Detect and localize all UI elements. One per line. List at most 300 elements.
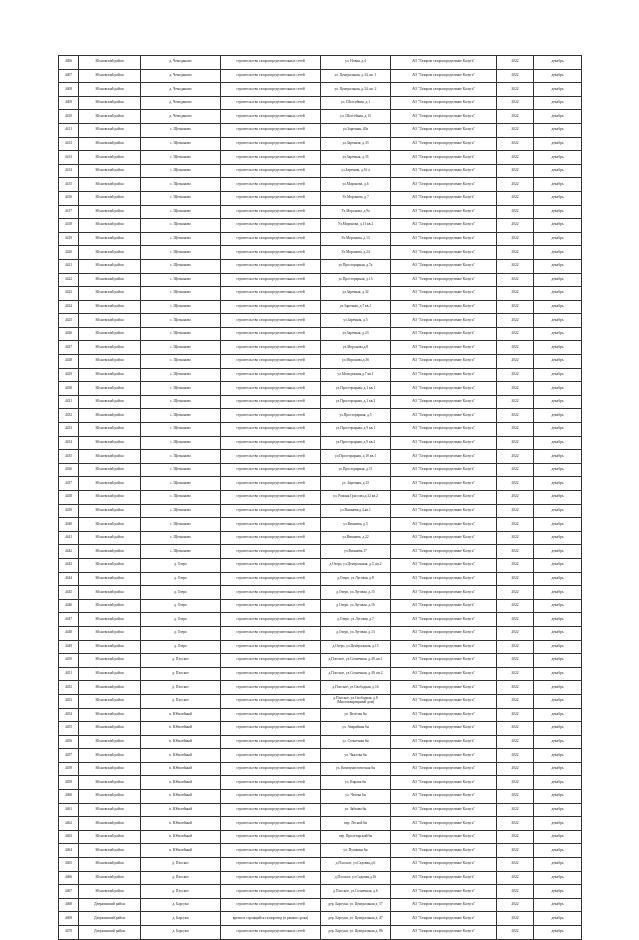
settlement-cell: д. Плоское	[141, 681, 221, 695]
district-cell: Юхновский район	[79, 477, 141, 491]
organization-cell: АО "Газпром газораспределение Калуга"	[391, 830, 497, 844]
row-number-cell: 4446	[59, 599, 79, 613]
year-cell: 2022	[497, 164, 534, 178]
row-number-cell: 4455	[59, 722, 79, 736]
table-row	[59, 287, 582, 301]
address-cell: ул.Моронова,д.36	[321, 355, 391, 369]
settlement-cell: с. Щелканово	[141, 355, 221, 369]
settlement-cell: д. Озеро	[141, 558, 221, 572]
month-cell: декабрь	[534, 178, 582, 192]
organization-cell: АО "Газпром газораспределение Калуга"	[391, 151, 497, 165]
row-number-cell: 4449	[59, 640, 79, 654]
row-number-cell: 4441	[59, 531, 79, 545]
table-row	[59, 586, 582, 600]
month-cell: декабрь	[534, 450, 582, 464]
settlement-cell: п. Юбилейный	[141, 790, 221, 804]
district-cell: Юхновский район	[79, 110, 141, 124]
table-row	[59, 355, 582, 369]
row-number-cell: 4464	[59, 844, 79, 858]
address-cell: д.Плоское, ул.Солнечная, д.6	[321, 885, 391, 899]
organization-cell: АО "Газпром газораспределение Калуга"	[391, 436, 497, 450]
month-cell: декабрь	[534, 191, 582, 205]
district-cell: Юхновский район	[79, 450, 141, 464]
district-cell: Юхновский район	[79, 219, 141, 233]
table-row	[59, 871, 582, 885]
year-cell: 2022	[497, 858, 534, 872]
year-cell: 2022	[497, 151, 534, 165]
settlement-cell: с. Щелканово	[141, 368, 221, 382]
settlement-cell: с. Щелканово	[141, 205, 221, 219]
settlement-cell: с. Щелканово	[141, 450, 221, 464]
organization-cell: АО "Газпром газораспределение Калуга"	[391, 871, 497, 885]
address-cell: ул. Романа Грассова,д.32 кв.2	[321, 491, 391, 505]
work-type-cell: строительство газораспределительных сетей	[221, 504, 321, 518]
organization-cell: АО "Газпром газораспределение Калуга"	[391, 164, 497, 178]
settlement-cell: д. Плоское	[141, 654, 221, 668]
work-type-cell: строительство газораспределительных сетей	[221, 409, 321, 423]
organization-cell: АО "Газпром газораспределение Калуга"	[391, 654, 497, 668]
address-cell: Ул.Моронова, д.24	[321, 246, 391, 260]
month-cell: декабрь	[534, 640, 582, 654]
month-cell: декабрь	[534, 56, 582, 70]
organization-cell: АО "Газпром газораспределение Калуга"	[391, 640, 497, 654]
district-cell: Юхновский район	[79, 803, 141, 817]
year-cell: 2022	[497, 314, 534, 328]
settlement-cell: д. Озеро	[141, 613, 221, 627]
row-number-cell: 4438	[59, 491, 79, 505]
address-cell: д.Озеро, ул.Центральная, д.3, кв.2	[321, 558, 391, 572]
work-type-cell: строительство газораспределительных сетей	[221, 205, 321, 219]
work-type-cell: строительство газораспределительных сетей	[221, 137, 321, 151]
district-cell: Юхновский район	[79, 491, 141, 505]
row-number-cell: 4436	[59, 463, 79, 477]
district-cell: Юхновский район	[79, 735, 141, 749]
work-type-cell: строительство газораспределительных сетей	[221, 708, 321, 722]
work-type-cell: строительство газораспределительных сетей	[221, 69, 321, 83]
address-cell: ул.Заречная, д.16 а	[321, 164, 391, 178]
settlement-cell: п. Юбилейный	[141, 735, 221, 749]
row-number-cell: 4445	[59, 586, 79, 600]
month-cell: декабрь	[534, 531, 582, 545]
address-cell: ул.Вишнева, д.5	[321, 518, 391, 532]
settlement-cell: п. Юбилейный	[141, 762, 221, 776]
organization-cell: АО "Газпром газораспределение Калуга"	[391, 599, 497, 613]
row-number-cell: 4413	[59, 151, 79, 165]
work-type-cell: строительство газораспределительных сетей	[221, 110, 321, 124]
table-row	[59, 926, 582, 940]
year-cell: 2022	[497, 599, 534, 613]
year-cell: 2022	[497, 926, 534, 940]
table-row	[59, 123, 582, 137]
table-row	[59, 246, 582, 260]
month-cell: декабрь	[534, 885, 582, 899]
settlement-cell: п. Юбилейный	[141, 803, 221, 817]
table-row	[59, 504, 582, 518]
district-cell: Юхновский район	[79, 640, 141, 654]
year-cell: 2022	[497, 96, 534, 110]
year-cell: 2022	[497, 654, 534, 668]
row-number-cell: 4453	[59, 694, 79, 708]
month-cell: декабрь	[534, 654, 582, 668]
settlement-cell: д. Чемоданово	[141, 110, 221, 124]
work-type-cell: строительство газораспределительных сетей	[221, 586, 321, 600]
table-row	[59, 599, 582, 613]
work-type-cell: строительство газораспределительных сетей	[221, 232, 321, 246]
row-number-cell: 4433	[59, 423, 79, 437]
year-cell: 2022	[497, 640, 534, 654]
table-row	[59, 259, 582, 273]
address-cell: ул.Вишнева, д.22	[321, 531, 391, 545]
year-cell: 2022	[497, 191, 534, 205]
organization-cell: АО "Газпром газораспределение Калуга"	[391, 626, 497, 640]
year-cell: 2022	[497, 327, 534, 341]
month-cell: декабрь	[534, 219, 582, 233]
work-type-cell: строительство газораспределительных сетей	[221, 300, 321, 314]
row-number-cell: 4421	[59, 259, 79, 273]
organization-cell: АО "Газпром газораспределение Калуга"	[391, 762, 497, 776]
work-type-cell: строительство газораспределительных сетей	[221, 246, 321, 260]
work-type-cell: строительство газораспределительных сетей	[221, 599, 321, 613]
month-cell: декабрь	[534, 341, 582, 355]
work-type-cell: строительство газораспределительных сетей	[221, 259, 321, 273]
row-number-cell: 4439	[59, 504, 79, 518]
month-cell: декабрь	[534, 368, 582, 382]
month-cell: декабрь	[534, 123, 582, 137]
row-number-cell: 4451	[59, 667, 79, 681]
address-cell: ул. Шоссейная, д.1	[321, 96, 391, 110]
work-type-cell: строительство газораспределительных сетей	[221, 436, 321, 450]
row-number-cell: 4458	[59, 762, 79, 776]
district-cell: Юхновский район	[79, 762, 141, 776]
table-row	[59, 858, 582, 872]
year-cell: 2022	[497, 69, 534, 83]
address-cell: ул. Аварийная 6н	[321, 722, 391, 736]
address-cell: ул.Заречная, д.7 кв.1	[321, 300, 391, 314]
work-type-cell: строительство газораспределительных сетей	[221, 735, 321, 749]
settlement-cell: д. Озеро	[141, 572, 221, 586]
district-cell: Юхновский район	[79, 708, 141, 722]
address-cell: дер. Барсуки, ул. Центральная д. 47	[321, 912, 391, 926]
work-type-cell: строительство газораспределительных сетей	[221, 776, 321, 790]
row-number-cell: 4431	[59, 395, 79, 409]
settlement-cell: с. Щелканово	[141, 123, 221, 137]
work-type-cell: строительство газораспределительных сетей	[221, 817, 321, 831]
month-cell: декабрь	[534, 694, 582, 708]
district-cell: Юхновский район	[79, 246, 141, 260]
settlement-cell: с. Щелканово	[141, 327, 221, 341]
table-row	[59, 572, 582, 586]
settlement-cell: д. Барсуки	[141, 898, 221, 912]
work-type-cell: строительство газораспределительных сетей	[221, 722, 321, 736]
gasification-schedule-table	[58, 55, 582, 940]
year-cell: 2022	[497, 681, 534, 695]
settlement-cell: с. Щелканово	[141, 300, 221, 314]
table-row	[59, 626, 582, 640]
table-row	[59, 83, 582, 97]
settlement-cell: п. Юбилейный	[141, 776, 221, 790]
month-cell: декабрь	[534, 722, 582, 736]
row-number-cell: 4416	[59, 191, 79, 205]
month-cell: декабрь	[534, 246, 582, 260]
address-cell: д.Плоское, ул.Солнечная, д.49, кв.1	[321, 654, 391, 668]
year-cell: 2022	[497, 749, 534, 763]
address-cell: Ул.Моронова, д.9а	[321, 205, 391, 219]
year-cell: 2022	[497, 355, 534, 369]
year-cell: 2022	[497, 817, 534, 831]
district-cell: Дзержинский район	[79, 898, 141, 912]
table-row	[59, 803, 582, 817]
address-cell: д.Плоское, ул.Свободная, д.8 (Многоквартирный дом)	[321, 694, 391, 708]
month-cell: декабрь	[534, 395, 582, 409]
year-cell: 2022	[497, 613, 534, 627]
settlement-cell: с. Щелканово	[141, 314, 221, 328]
work-type-cell: строительство газораспределительных сетей	[221, 790, 321, 804]
row-number-cell: 4414	[59, 164, 79, 178]
work-type-cell: строительство газораспределительных сетей	[221, 327, 321, 341]
table-row	[59, 463, 582, 477]
settlement-cell: с. Щелканово	[141, 518, 221, 532]
row-number-cell: 4407	[59, 69, 79, 83]
month-cell: декабрь	[534, 382, 582, 396]
table-row	[59, 545, 582, 559]
organization-cell: АО "Газпром газораспределение Калуга"	[391, 586, 497, 600]
row-number-cell: 4429	[59, 368, 79, 382]
month-cell: декабрь	[534, 110, 582, 124]
year-cell: 2022	[497, 830, 534, 844]
settlement-cell: с. Щелканово	[141, 219, 221, 233]
district-cell: Юхновский район	[79, 395, 141, 409]
work-type-cell: строительство газораспределительных сетей	[221, 572, 321, 586]
table-row	[59, 232, 582, 246]
organization-cell: АО "Газпром газораспределение Калуга"	[391, 749, 497, 763]
district-cell: Юхновский район	[79, 96, 141, 110]
table-row	[59, 137, 582, 151]
address-cell: пер. Пролетарский 6н	[321, 830, 391, 844]
address-cell: ул.Моронова,д.8	[321, 341, 391, 355]
address-cell: ул.Заречная, д.23	[321, 327, 391, 341]
district-cell: Юхновский район	[79, 314, 141, 328]
table-row	[59, 314, 582, 328]
table-row	[59, 654, 582, 668]
work-type-cell: строительство газораспределительных сетей	[221, 423, 321, 437]
settlement-cell: д. Барсуки	[141, 926, 221, 940]
row-number-cell: 4426	[59, 327, 79, 341]
address-cell: ул. Центральная, д.34, кв. 2	[321, 83, 391, 97]
address-cell: ул.Просторарная, д.1 кв.3	[321, 395, 391, 409]
district-cell: Юхновский район	[79, 871, 141, 885]
row-number-cell: 4470	[59, 926, 79, 940]
month-cell: декабрь	[534, 803, 582, 817]
month-cell: декабрь	[534, 667, 582, 681]
work-type-cell: строительство газораспределительных сетей	[221, 96, 321, 110]
district-cell: Юхновский район	[79, 368, 141, 382]
organization-cell: АО "Газпром газораспределение Калуга"	[391, 191, 497, 205]
district-cell: Юхновский район	[79, 858, 141, 872]
address-cell: ул.Моронова, д.6	[321, 178, 391, 192]
month-cell: декабрь	[534, 314, 582, 328]
organization-cell: АО "Газпром газораспределение Калуга"	[391, 463, 497, 477]
settlement-cell: п. Юбилейный	[141, 817, 221, 831]
organization-cell: АО "Газпром газораспределение Калуга"	[391, 531, 497, 545]
work-type-cell: строительство газораспределительных сетей	[221, 518, 321, 532]
table-row	[59, 151, 582, 165]
settlement-cell: д. Озеро	[141, 599, 221, 613]
month-cell: декабрь	[534, 817, 582, 831]
month-cell: декабрь	[534, 830, 582, 844]
settlement-cell: с. Щелканово	[141, 395, 221, 409]
address-cell: пер. Лесной 6н	[321, 817, 391, 831]
table-row	[59, 327, 582, 341]
organization-cell: АО "Газпром газораспределение Калуга"	[391, 409, 497, 423]
work-type-cell: строительство газораспределительных сетей	[221, 667, 321, 681]
organization-cell: АО "Газпром газораспределение Калуга"	[391, 56, 497, 70]
row-number-cell: 4452	[59, 681, 79, 695]
district-cell: Юхновский район	[79, 56, 141, 70]
address-cell: ул.Просторарная, д.11	[321, 463, 391, 477]
table-row	[59, 409, 582, 423]
address-cell: ул. Центральная, д.34, кв. 1	[321, 69, 391, 83]
work-type-cell: строительство газораспределительных сетей	[221, 341, 321, 355]
district-cell: Дзержинский район	[79, 912, 141, 926]
district-cell: Юхновский район	[79, 137, 141, 151]
table-row	[59, 694, 582, 708]
table-row	[59, 477, 582, 491]
row-number-cell: 4428	[59, 355, 79, 369]
settlement-cell: д. Озеро	[141, 586, 221, 600]
year-cell: 2022	[497, 762, 534, 776]
work-type-cell: строительство газораспределительных сетей	[221, 803, 321, 817]
settlement-cell: с. Щелканово	[141, 191, 221, 205]
district-cell: Юхновский район	[79, 722, 141, 736]
table-row	[59, 96, 582, 110]
row-number-cell: 4442	[59, 545, 79, 559]
address-cell: ул.Просторарная, д.7а	[321, 259, 391, 273]
address-cell: дер. Барсуки, ул. Центральная д. 86	[321, 926, 391, 940]
table-row	[59, 178, 582, 192]
organization-cell: АО "Газпром газораспределение Калуга"	[391, 926, 497, 940]
address-cell: д.Плоское, ул.Свободная, д.16	[321, 681, 391, 695]
row-number-cell: 4408	[59, 83, 79, 97]
organization-cell: АО "Газпром газораспределение Калуга"	[391, 491, 497, 505]
year-cell: 2022	[497, 178, 534, 192]
work-type-cell: строительство газораспределительных сетей	[221, 762, 321, 776]
address-cell: ул. Новая, д.4	[321, 56, 391, 70]
organization-cell: АО "Газпром газораспределение Калуга"	[391, 735, 497, 749]
year-cell: 2022	[497, 667, 534, 681]
work-type-cell: строительство газораспределительных сетей	[221, 477, 321, 491]
address-cell: д.Озеро, ул.Луговая, д.8	[321, 572, 391, 586]
work-type-cell: врезка в строящийся газопровод (в рамках срока)	[221, 912, 321, 926]
organization-cell: АО "Газпром газораспределение Калуга"	[391, 885, 497, 899]
district-cell: Юхновский район	[79, 572, 141, 586]
district-cell: Юхновский район	[79, 613, 141, 627]
table-row	[59, 531, 582, 545]
month-cell: декабрь	[534, 137, 582, 151]
row-number-cell: 4417	[59, 205, 79, 219]
year-cell: 2022	[497, 83, 534, 97]
work-type-cell: строительство газораспределительных сетей	[221, 694, 321, 708]
table-row	[59, 423, 582, 437]
district-cell: Юхновский район	[79, 586, 141, 600]
district-cell: Юхновский район	[79, 191, 141, 205]
district-cell: Юхновский район	[79, 123, 141, 137]
district-cell: Юхновский район	[79, 667, 141, 681]
settlement-cell: д. Чемоданово	[141, 69, 221, 83]
district-cell: Юхновский район	[79, 69, 141, 83]
work-type-cell: строительство газораспределительных сетей	[221, 314, 321, 328]
settlement-cell: д. Плоское	[141, 858, 221, 872]
month-cell: декабрь	[534, 327, 582, 341]
organization-cell: АО "Газпром газораспределение Калуга"	[391, 232, 497, 246]
organization-cell: АО "Газпром газораспределение Калуга"	[391, 817, 497, 831]
address-cell: ул. Чкалова 6н	[321, 749, 391, 763]
row-number-cell: 4411	[59, 123, 79, 137]
year-cell: 2022	[497, 844, 534, 858]
district-cell: Юхновский район	[79, 885, 141, 899]
row-number-cell: 4430	[59, 382, 79, 396]
work-type-cell: строительство газораспределительных сетей	[221, 531, 321, 545]
work-type-cell: строительство газораспределительных сетей	[221, 178, 321, 192]
organization-cell: АО "Газпром газораспределение Калуга"	[391, 613, 497, 627]
district-cell: Юхновский район	[79, 626, 141, 640]
table-row	[59, 205, 582, 219]
month-cell: декабрь	[534, 912, 582, 926]
settlement-cell: д. Чемоданово	[141, 56, 221, 70]
district-cell: Юхновский район	[79, 817, 141, 831]
district-cell: Юхновский район	[79, 545, 141, 559]
row-number-cell: 4443	[59, 558, 79, 572]
month-cell: декабрь	[534, 491, 582, 505]
table-row	[59, 450, 582, 464]
organization-cell: АО "Газпром газораспределение Калуга"	[391, 205, 497, 219]
organization-cell: АО "Газпром газораспределение Калуга"	[391, 844, 497, 858]
address-cell: ул. Шоссейная, д.15	[321, 110, 391, 124]
row-number-cell: 4461	[59, 803, 79, 817]
month-cell: декабрь	[534, 926, 582, 940]
year-cell: 2022	[497, 219, 534, 233]
address-cell: ул. Заречная, д.25	[321, 477, 391, 491]
organization-cell: АО "Газпром газораспределение Калуга"	[391, 83, 497, 97]
district-cell: Юхновский район	[79, 504, 141, 518]
organization-cell: АО "Газпром газораспределение Калуга"	[391, 450, 497, 464]
work-type-cell: строительство газораспределительных сетей	[221, 287, 321, 301]
address-cell: ул.Просторарная, д.10 кв.1	[321, 450, 391, 464]
settlement-cell: с. Щелканово	[141, 287, 221, 301]
month-cell: декабрь	[534, 232, 582, 246]
settlement-cell: с. Щелканово	[141, 436, 221, 450]
month-cell: декабрь	[534, 409, 582, 423]
row-number-cell: 4468	[59, 898, 79, 912]
settlement-cell: д. Чемоданово	[141, 83, 221, 97]
settlement-cell: д. Барсуки	[141, 912, 221, 926]
settlement-cell: с. Щелканово	[141, 463, 221, 477]
work-type-cell: строительство газораспределительных сетей	[221, 491, 321, 505]
table-row	[59, 341, 582, 355]
row-number-cell: 4448	[59, 626, 79, 640]
work-type-cell: строительство газораспределительных сетей	[221, 191, 321, 205]
district-cell: Юхновский район	[79, 776, 141, 790]
table-row	[59, 273, 582, 287]
table-row	[59, 69, 582, 83]
organization-cell: АО "Газпром газораспределение Калуга"	[391, 178, 497, 192]
row-number-cell: 4434	[59, 436, 79, 450]
organization-cell: АО "Газпром газораспределение Калуга"	[391, 803, 497, 817]
year-cell: 2022	[497, 504, 534, 518]
address-cell: ул.Просторарная, д.13	[321, 273, 391, 287]
work-type-cell: строительство газораспределительных сетей	[221, 355, 321, 369]
district-cell: Юхновский район	[79, 341, 141, 355]
month-cell: декабрь	[534, 735, 582, 749]
